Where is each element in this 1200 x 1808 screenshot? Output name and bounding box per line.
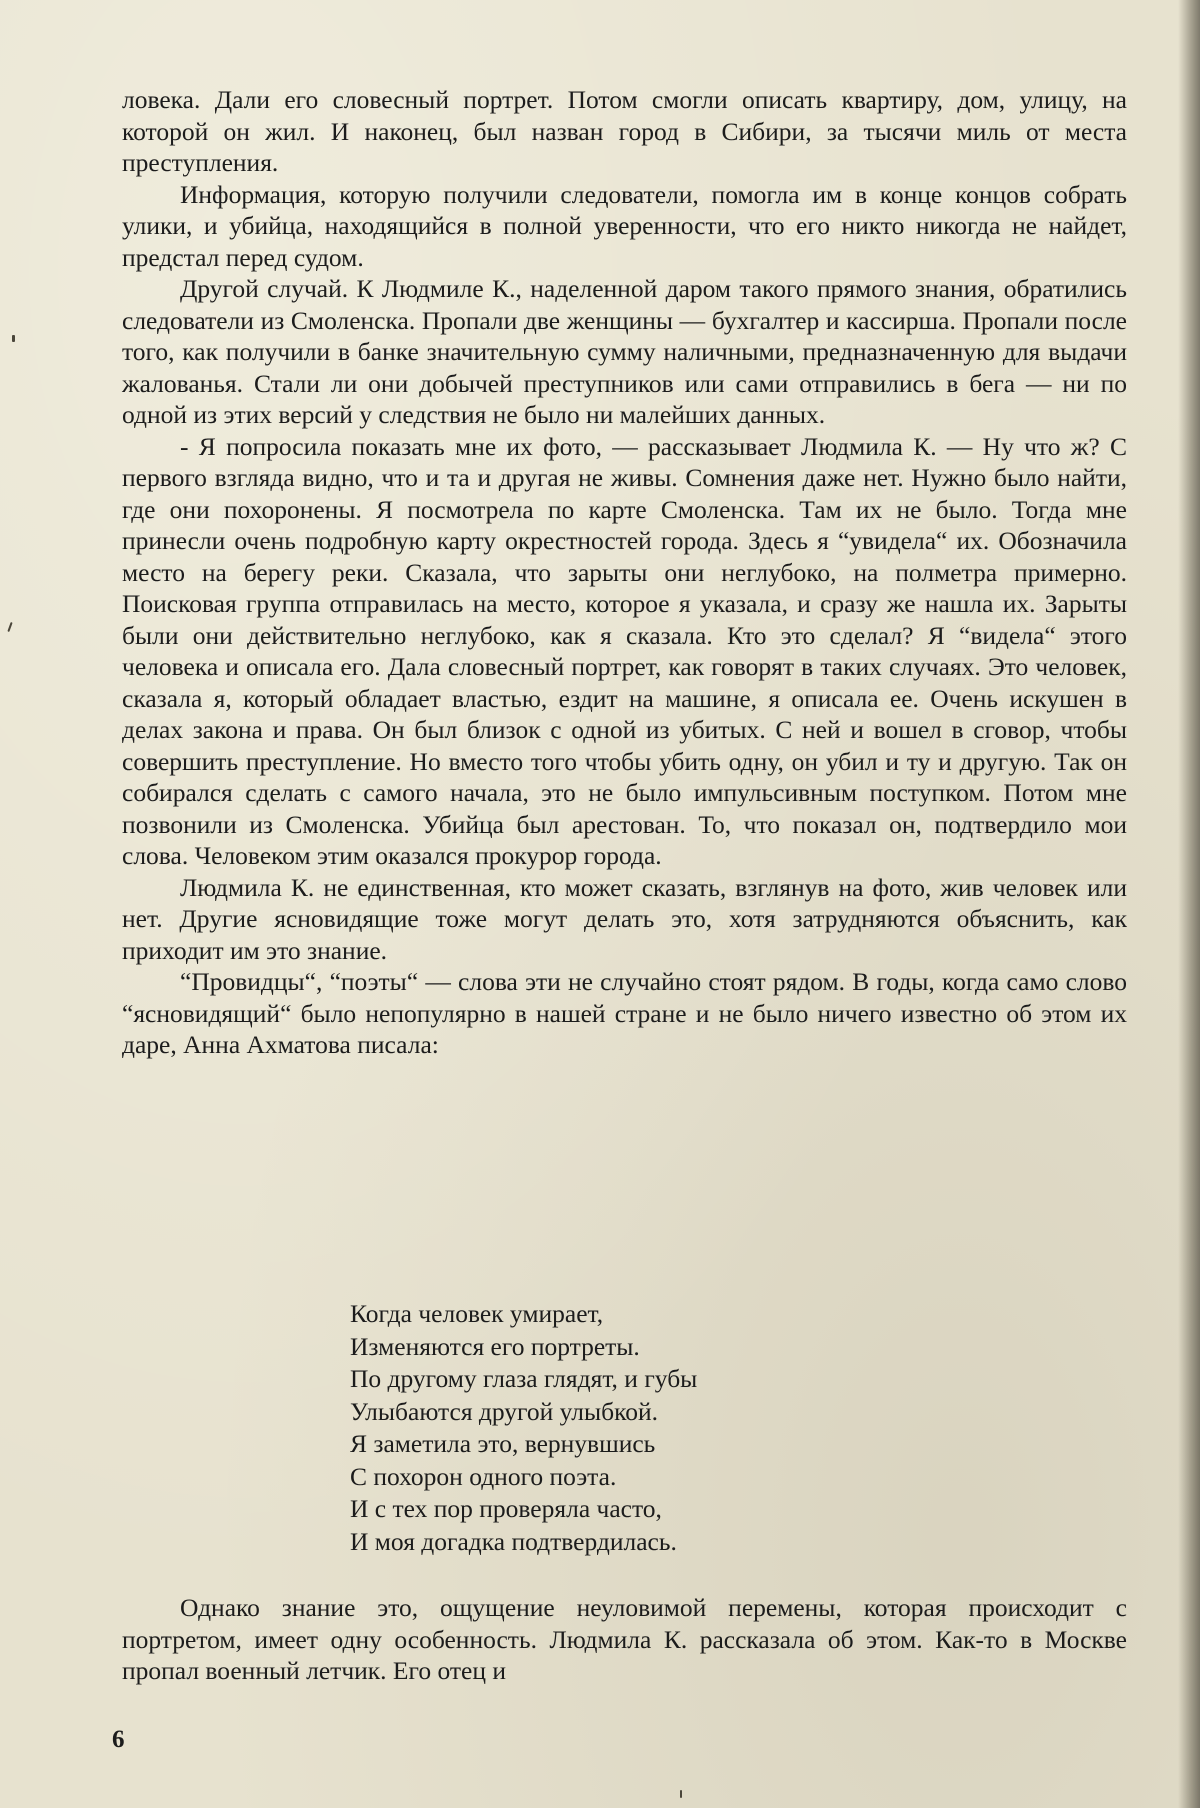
paragraph: “Провидцы“, “поэты“ — слова эти не случайно стоят рядом. В годы, когда само слово “ясновидящий“ было непопулярно в нашей стране и не было ничего известно об этом их даре, Анна Ахматова писала:	[122, 967, 1127, 1059]
poem-line: Когда человек умирает,	[350, 1299, 604, 1328]
poem-line: С похорон одного поэта.	[350, 1461, 617, 1491]
paragraph: Людмила К. не единственная, кто может сказать, взглянув на фото, жив человек или нет. Другие ясновидящие тоже могут делать это, хотя затрудняются объяснить, как приходит им это знание.	[122, 872, 1127, 965]
paragraph: - Я попросила показать мне их фото, — рассказывает Людмила К. — Ну что ж? С первого взгляда видно, что и та и другая не живы. Сомнения даже нет. Нужно было найти, где они похоронены. Я посмотрела по карте Смоленска. Там их не было. Тогда мне принесли очень подробную карту окрестностей города. Здесь я “увидела“ их. Обозначила место на берегу реки. Сказала, что зарыты они неглубоко, на полметра примерно. Поисковая группа отправилась на место, которое я указала, и сразу же нашла их. Зарыты были они действительно неглубоко, как я сказала. Кто это сделал? Я “видела“ этого человека и описала его. Дала словесный портрет, как говорят в таких случаях. Это человек, сказала я, который обладает властью, ездит на машине, я описала ее. Очень искушен в делах закона и права. Он был близок с одной из убитых. С ней и вошел в сговор, чтобы совершить преступление. Но вместо того чтобы убить одну, он убил и ту и другую. Так он собирался сделать с самого начала, это не было импульсивным поступком. Потом мне позвонили из Смоленска. Убийца был арестован. То, что показал он, подтвердило мои слова. Человеком этим оказался прокурор города.	[122, 431, 1127, 870]
main-text	[122, 84, 1127, 1061]
poem-line: Я заметила это, вернувшись	[350, 1429, 656, 1458]
paragraph: Информация, которую получили следователи, помогла им в конце концов собрать улики, и убийца, находящийся в полной уверенности, что его никто никогда не найдет, предстал перед судом.	[122, 179, 1127, 272]
closing-text	[122, 1592, 1127, 1687]
paragraph: ловека. Дали его словесный портрет. Потом смогли описать квартиру, дом, улицу, на которой он жил. И наконец, был назван город в Сибири, за тысячи миль от места преступления.	[122, 85, 1127, 177]
paragraph: Другой случай. К Людмиле К., наделенной даром такого прямого знания, обратились следователи из Смоленска. Пропали две женщины — бухгалтер и кассирша. Пропали после того, как получили в банке значительную сумму наличными, предназначенную для выдачи жалованья. Стали ли они добычей преступников или сами отправились в бега — ни по одной из этих версий у следствия не было ни малейших данных.	[122, 274, 1127, 429]
page-number: 6	[112, 1726, 125, 1753]
scan-speck	[680, 1790, 682, 1798]
poem	[350, 1298, 697, 1558]
poem-line: Улыбаются другой улыбкой.	[350, 1396, 658, 1426]
poem-line: И моя догадка подтвердилась.	[350, 1526, 677, 1556]
poem-line: По другому глаза глядят, и губы	[350, 1364, 698, 1393]
scan-speck	[12, 335, 15, 342]
page-binding-shadow	[1178, 0, 1200, 1808]
poem-line: Изменяются его портреты.	[350, 1331, 640, 1361]
scan-speck	[7, 622, 12, 632]
poem-line: И с тех пор проверяла часто,	[350, 1494, 662, 1523]
paragraph: Однако знание это, ощущение неуловимой перемены, которая происходит с портретом, имеет одну особенность. Людмила К. рассказала об этом. Как-то в Москве пропал военный летчик. Его отец и	[122, 1593, 1127, 1685]
